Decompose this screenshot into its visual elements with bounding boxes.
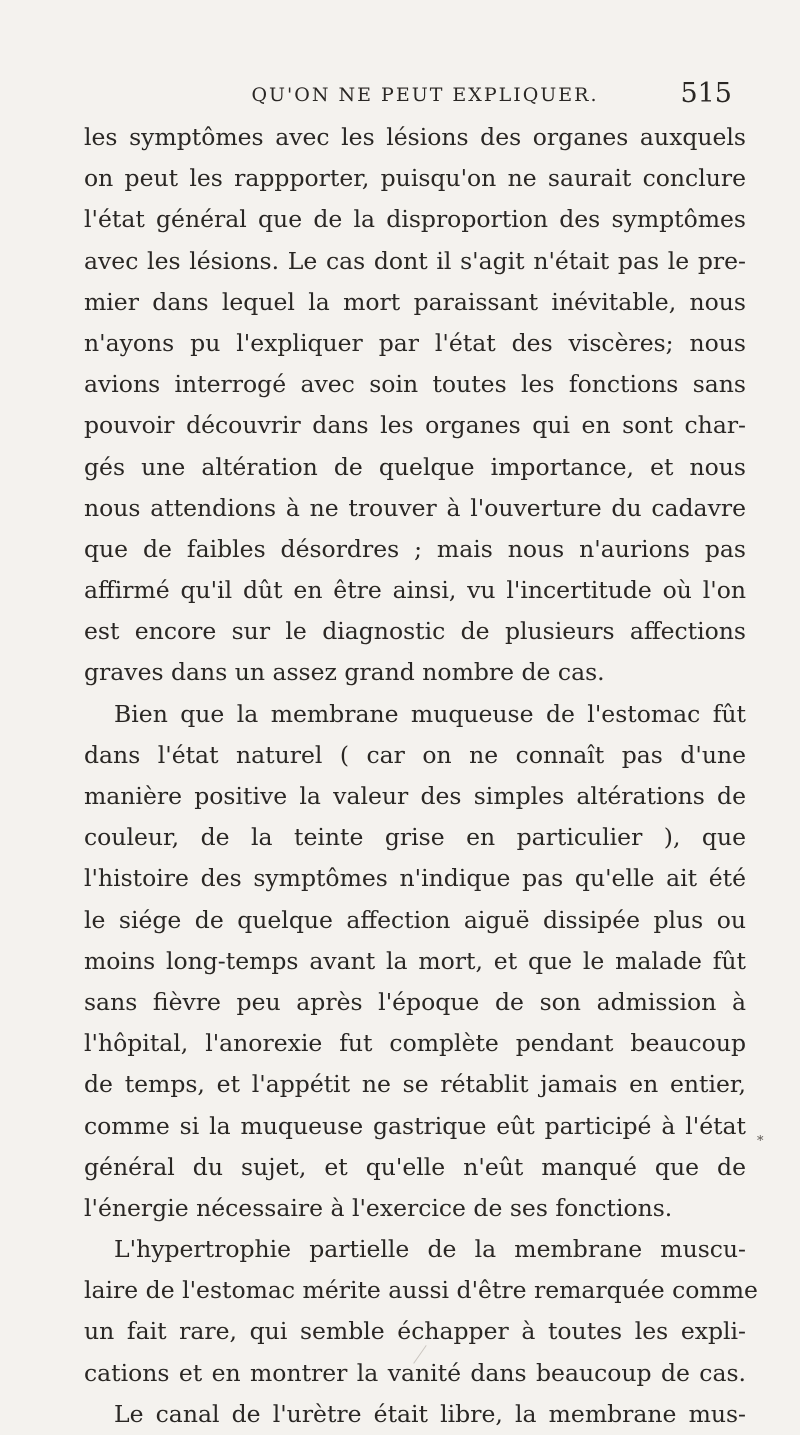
text-line: n'ayons pu l'expliquer par l'état des viscères; nous xyxy=(84,328,746,357)
text-line: affirmé qu'il dût en être ainsi, vu l'incertitude où l'on xyxy=(84,576,746,605)
text-line: pouvoir découvrir dans les organes qui en sont char- xyxy=(84,411,746,440)
running-title: QU'ON NE PEUT EXPLIQUER. xyxy=(251,84,599,106)
text-line: l'énergie nécessaire à l'exercice de ses fonctions. xyxy=(84,1193,673,1222)
margin-mark: * xyxy=(757,1134,764,1149)
text-line: L'hypertrophie partielle de la membrane muscu- xyxy=(114,1235,746,1264)
text-line: on peut les rappporter, puisqu'on ne saurait conclure xyxy=(84,164,746,193)
text-line: l'histoire des symptômes n'indique pas qu'elle ait été xyxy=(84,864,746,893)
text-line: cations et en montrer la vanité dans beaucoup de cas. xyxy=(84,1358,746,1387)
text-line: est encore sur le diagnostic de plusieurs affections xyxy=(84,617,746,646)
text-line: laire de l'estomac mérite aussi d'être remarquée comme xyxy=(84,1276,758,1305)
text-line: avions interrogé avec soin toutes les fonctions sans xyxy=(84,370,746,399)
text-line: graves dans un assez grand nombre de cas. xyxy=(84,658,605,687)
text-line: nous attendions à ne trouver à l'ouverture du cadavre xyxy=(84,493,746,522)
text-line: manière positive la valeur des simples altérations de xyxy=(84,782,746,810)
text-line: comme si la muqueuse gastrique eût participé à l'état xyxy=(84,1111,746,1140)
text-line: mier dans lequel la mort paraissant inévitable, nous xyxy=(84,287,746,316)
text-line: gés une altération de quelque importance, et nous xyxy=(84,452,746,481)
text-line: les symptômes avec les lésions des organes auxquels xyxy=(84,123,746,151)
body-text xyxy=(84,117,758,1435)
text-line: l'état général que de la disproportion des symptômes xyxy=(84,205,746,234)
text-line: de temps, et l'appétit ne se rétablit jamais en entier, xyxy=(84,1070,746,1099)
text-line: dans l'état naturel ( car on ne connaît pas d'une xyxy=(84,740,746,769)
text-line: moins long-temps avant la mort, et que le malade fût xyxy=(84,946,746,975)
page-number: 515 xyxy=(680,78,732,109)
running-head xyxy=(110,78,740,114)
text-line: l'hôpital, l'anorexie fut complète pendant beaucoup xyxy=(84,1029,746,1058)
text-line: Le canal de l'urètre était libre, la membrane mus- xyxy=(114,1399,746,1428)
text-line: Bien que la membrane muqueuse de l'estomac fût xyxy=(114,699,746,728)
text-line: le siége de quelque affection aiguë dissipée plus ou xyxy=(84,905,746,934)
text-line: avec les lésions. Le cas dont il s'agit n'était pas le pre- xyxy=(84,246,746,275)
text-line: que de faibles désordres ; mais nous n'aurions pas xyxy=(84,534,746,563)
text-line: général du sujet, et qu'elle n'eût manqué que de xyxy=(84,1152,746,1181)
text-line: couleur, de la teinte grise en particulier ), que xyxy=(84,823,746,852)
text-line: un fait rare, qui semble échapper à toutes les expli- xyxy=(84,1317,746,1346)
text-line: sans fièvre peu après l'époque de son admission à xyxy=(84,987,746,1016)
